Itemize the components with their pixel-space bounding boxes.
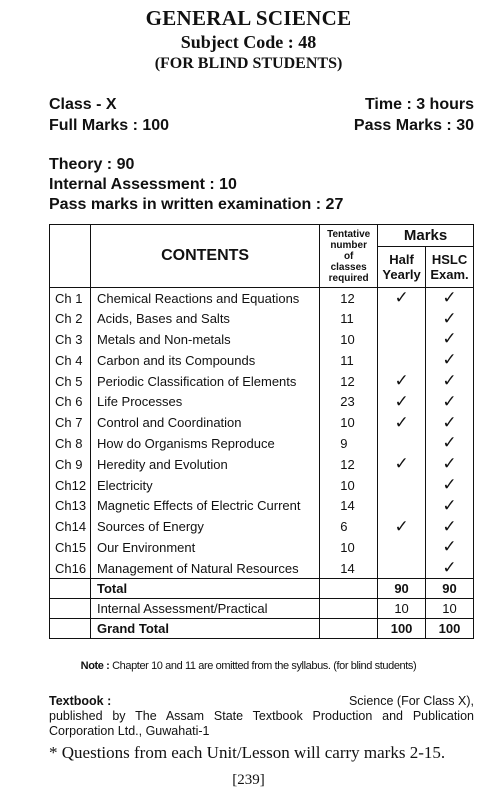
chapter-title: Metals and Non-metals bbox=[90, 329, 319, 350]
chapter-number: Ch16 bbox=[50, 558, 91, 579]
check-mark-icon: ✓ bbox=[442, 391, 457, 411]
hslc-tick bbox=[426, 308, 474, 329]
chapter-number: Ch12 bbox=[50, 475, 91, 496]
check-mark-icon: ✓ bbox=[442, 558, 457, 577]
hslc-tick bbox=[426, 537, 474, 558]
hslc-tick bbox=[426, 558, 474, 579]
half-yearly-tick bbox=[378, 412, 426, 433]
check-mark-icon: ✓ bbox=[394, 371, 409, 391]
chapter-title: How do Organisms Reproduce bbox=[90, 433, 319, 454]
check-mark-icon: ✓ bbox=[442, 433, 457, 453]
table-row bbox=[50, 537, 474, 558]
textbook-title: Science (For Class X), bbox=[348, 694, 474, 708]
check-mark-icon: ✓ bbox=[442, 350, 457, 370]
classes-required: 14 bbox=[320, 495, 378, 516]
chapter-title: Carbon and its Compounds bbox=[90, 350, 319, 371]
chapter-title: Life Processes bbox=[90, 391, 319, 412]
chapter-title: Magnetic Effects of Electric Current bbox=[90, 495, 319, 516]
check-mark-icon: ✓ bbox=[442, 329, 457, 349]
table-row bbox=[50, 412, 474, 433]
chapter-title: Periodic Classification of Elements bbox=[90, 371, 319, 392]
hslc-header: HSLC Exam. bbox=[426, 247, 474, 288]
classes-required: 10 bbox=[320, 412, 378, 433]
class-label: Class - X bbox=[49, 96, 117, 113]
table-row bbox=[50, 371, 474, 392]
classes-required: 10 bbox=[320, 329, 378, 350]
classes-required: 23 bbox=[320, 391, 378, 412]
note bbox=[0, 660, 497, 672]
half-yearly-tick bbox=[378, 308, 426, 329]
internal-row bbox=[50, 599, 474, 619]
check-mark-icon: ✓ bbox=[442, 454, 457, 474]
table-row bbox=[50, 558, 474, 579]
classes-required: 10 bbox=[320, 475, 378, 496]
syllabus-table bbox=[49, 224, 474, 639]
half-yearly-tick bbox=[378, 495, 426, 516]
check-mark-icon: ✓ bbox=[442, 371, 457, 391]
hslc-tick bbox=[426, 495, 474, 516]
chapter-title: Control and Coordination bbox=[90, 412, 319, 433]
table-row bbox=[50, 350, 474, 371]
total-row bbox=[50, 579, 474, 599]
hslc-tick bbox=[426, 391, 474, 412]
chapter-number: Ch 9 bbox=[50, 454, 91, 475]
check-mark-icon: ✓ bbox=[394, 391, 409, 411]
hslc-tick bbox=[426, 371, 474, 392]
check-mark-icon: ✓ bbox=[442, 475, 457, 495]
hslc-tick bbox=[426, 433, 474, 454]
chapter-rows bbox=[50, 288, 474, 579]
check-mark-icon: ✓ bbox=[394, 412, 409, 432]
chapter-number: Ch 3 bbox=[50, 329, 91, 350]
chapter-title: Sources of Energy bbox=[90, 516, 319, 537]
chapter-number: Ch14 bbox=[50, 516, 91, 537]
chapter-number: Ch 8 bbox=[50, 433, 91, 454]
check-mark-icon: ✓ bbox=[442, 308, 457, 328]
textbook-info bbox=[49, 694, 474, 739]
classes-required: 10 bbox=[320, 537, 378, 558]
classes-required: 6 bbox=[320, 516, 378, 537]
check-mark-icon: ✓ bbox=[442, 537, 457, 557]
marks-header: Marks bbox=[378, 225, 474, 247]
classes-required: 12 bbox=[320, 288, 378, 309]
document-title: GENERAL SCIENCE bbox=[145, 6, 352, 30]
grand-total-half-yearly: 100 bbox=[378, 619, 426, 639]
time-label: Time : 3 hours bbox=[364, 96, 474, 113]
table-row bbox=[50, 433, 474, 454]
half-yearly-tick bbox=[378, 288, 426, 309]
internal-half-yearly: 10 bbox=[378, 599, 426, 619]
hslc-tick bbox=[426, 475, 474, 496]
note-text: Chapter 10 and 11 are omitted from the syllabus. (for blind students) bbox=[109, 660, 417, 672]
half-yearly-header: Half Yearly bbox=[378, 247, 426, 288]
pass-marks-label: Pass Marks : 30 bbox=[353, 117, 474, 134]
chapter-title: Chemical Reactions and Equations bbox=[90, 288, 319, 309]
classes-required: 12 bbox=[320, 454, 378, 475]
table-row bbox=[50, 475, 474, 496]
half-yearly-tick bbox=[378, 391, 426, 412]
classes-required: 11 bbox=[320, 350, 378, 371]
half-yearly-tick bbox=[378, 537, 426, 558]
total-half-yearly: 90 bbox=[378, 579, 426, 599]
pass-marks-written: Pass marks in written examination : 27 bbox=[49, 196, 344, 213]
chapter-number: Ch13 bbox=[50, 495, 91, 516]
half-yearly-tick bbox=[378, 454, 426, 475]
hslc-tick bbox=[426, 329, 474, 350]
contents-header: CONTENTS bbox=[90, 225, 319, 288]
classes-required: 11 bbox=[320, 308, 378, 329]
classes-required: 9 bbox=[320, 433, 378, 454]
hslc-tick bbox=[426, 454, 474, 475]
chapter-number: Ch15 bbox=[50, 537, 91, 558]
chapter-number: Ch 1 bbox=[50, 288, 91, 309]
classes-required: 12 bbox=[320, 371, 378, 392]
total-label: Total bbox=[90, 579, 319, 599]
table-row bbox=[50, 308, 474, 329]
chapter-title: Acids, Bases and Salts bbox=[90, 308, 319, 329]
class-time-row bbox=[49, 96, 474, 114]
for-blind-students: (FOR BLIND STUDENTS) bbox=[154, 55, 343, 72]
check-mark-icon: ✓ bbox=[394, 288, 409, 308]
hslc-tick bbox=[426, 516, 474, 537]
chapter-number: Ch 6 bbox=[50, 391, 91, 412]
classes-required: 14 bbox=[320, 558, 378, 579]
marks-row bbox=[49, 117, 474, 135]
chapter-number: Ch 5 bbox=[50, 371, 91, 392]
half-yearly-tick bbox=[378, 371, 426, 392]
subject-code: Subject Code : 48 bbox=[180, 32, 317, 52]
check-mark-icon: ✓ bbox=[442, 495, 457, 515]
classes-header: Tentative number of classes required bbox=[320, 225, 378, 288]
grand-total-row bbox=[50, 619, 474, 639]
note-label: Note : bbox=[80, 660, 110, 672]
half-yearly-tick bbox=[378, 558, 426, 579]
total-hslc: 90 bbox=[426, 579, 474, 599]
chapter-number: Ch 2 bbox=[50, 308, 91, 329]
half-yearly-tick bbox=[378, 350, 426, 371]
grand-total-hslc: 100 bbox=[426, 619, 474, 639]
check-mark-icon: ✓ bbox=[394, 454, 409, 474]
page-number: [239] bbox=[232, 772, 265, 788]
chapter-header bbox=[50, 225, 91, 288]
textbook-publisher: published by The Assam State Textbook Production and Publication Corporation Ltd., Guwahati-1 bbox=[49, 709, 474, 738]
chapter-title: Electricity bbox=[90, 475, 319, 496]
textbook-label: Textbook : bbox=[49, 694, 112, 708]
table-row bbox=[50, 288, 474, 309]
chapter-title: Management of Natural Resources bbox=[90, 558, 319, 579]
internal-hslc: 10 bbox=[426, 599, 474, 619]
check-mark-icon: ✓ bbox=[442, 288, 457, 308]
half-yearly-tick bbox=[378, 475, 426, 496]
hslc-tick bbox=[426, 288, 474, 309]
half-yearly-tick bbox=[378, 329, 426, 350]
chapter-number: Ch 7 bbox=[50, 412, 91, 433]
hslc-tick bbox=[426, 350, 474, 371]
internal-label: Internal Assessment/Practical bbox=[90, 599, 319, 619]
table-row bbox=[50, 454, 474, 475]
check-mark-icon: ✓ bbox=[442, 516, 457, 536]
table-row bbox=[50, 495, 474, 516]
table-row bbox=[50, 329, 474, 350]
theory-marks: Theory : 90 bbox=[49, 156, 135, 173]
grand-total-label: Grand Total bbox=[90, 619, 319, 639]
check-mark-icon: ✓ bbox=[394, 516, 409, 536]
questions-note: * Questions from each Unit/Lesson will carry marks 2-15. bbox=[49, 743, 446, 762]
chapter-number: Ch 4 bbox=[50, 350, 91, 371]
internal-assessment-marks: Internal Assessment : 10 bbox=[49, 176, 237, 193]
half-yearly-tick bbox=[378, 516, 426, 537]
hslc-tick bbox=[426, 412, 474, 433]
table-row bbox=[50, 516, 474, 537]
full-marks-label: Full Marks : 100 bbox=[49, 117, 170, 134]
chapter-title: Our Environment bbox=[90, 537, 319, 558]
table-row bbox=[50, 391, 474, 412]
check-mark-icon: ✓ bbox=[442, 412, 457, 432]
chapter-title: Heredity and Evolution bbox=[90, 454, 319, 475]
half-yearly-tick bbox=[378, 433, 426, 454]
